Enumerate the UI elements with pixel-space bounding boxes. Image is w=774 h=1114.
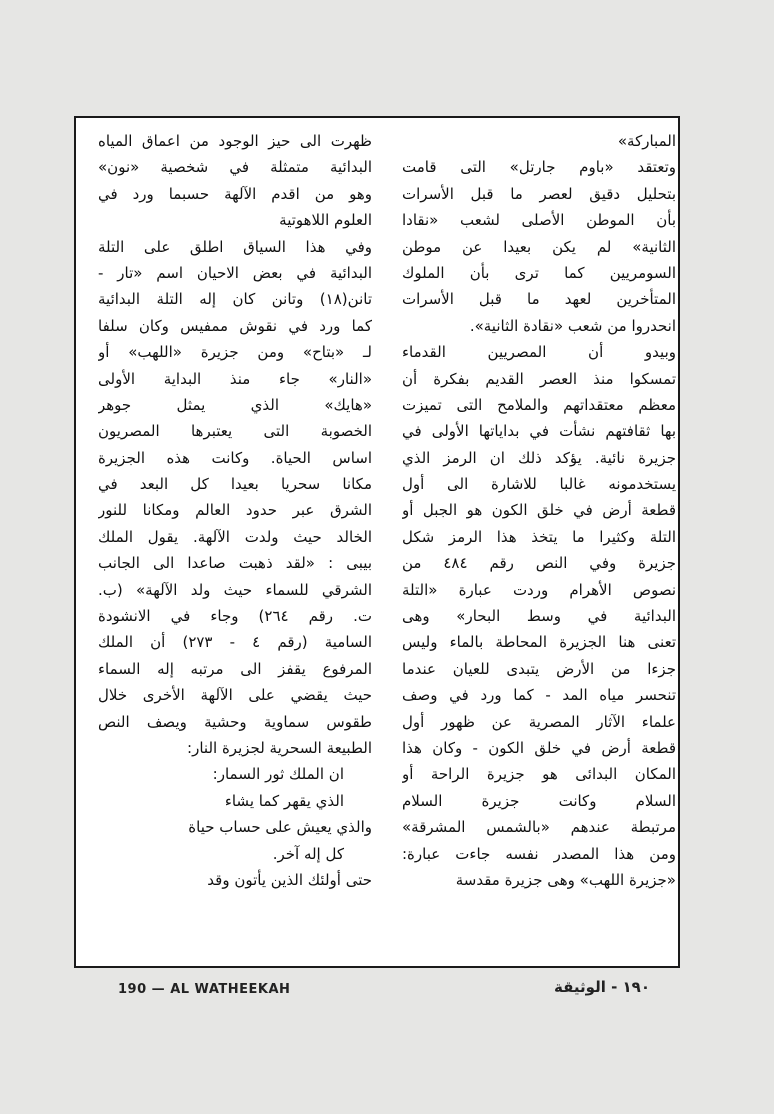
footer-page-number-latin: 190 — AL WATHEEKAH xyxy=(118,982,291,997)
text-line: المكان البدائى هو جزيرة الراحة أو xyxy=(402,765,676,784)
text-line: طقوس سماوية وحشية ويصف النص xyxy=(98,712,372,731)
text-line: البدائية في وسط البحار» وهى xyxy=(402,607,676,626)
text-line: كما ورد في نقوش ممفيس وكان سلفا xyxy=(98,316,372,335)
text-line: البدائية متمثلة في شخصية «نون» xyxy=(98,158,372,177)
text-line: وبيدو أن المصريين القدماء xyxy=(402,343,676,362)
text-line: البدائية في بعض الاحيان اسم «تار - xyxy=(98,263,372,282)
verse-line: كل إله آخر. xyxy=(272,844,344,863)
text-line: تعنى هنا الجزيرة المحاطة بالماء وليس xyxy=(402,633,676,652)
text-line: معظم معتقداتهم والملامح التى تميزت xyxy=(402,395,676,414)
text-line: لـ «بتاح» ومن جزيرة «اللهب» أو xyxy=(98,343,372,362)
text-line: تانن(١٨) وتانن كان إله التلة البدائية xyxy=(98,290,372,309)
text-line: «هايك» الذي يمثل جوهر xyxy=(98,395,372,414)
text-line: المباركة» xyxy=(617,132,676,150)
text-line: السومريين كما ترى بأن الملوك xyxy=(402,263,676,282)
text-line: جزيرة نائية. يؤكد ذلك ان الرمز الذي xyxy=(402,448,676,467)
text-line: مرتبطة عندهم «بالشمس المشرقة» xyxy=(402,818,676,837)
text-line: الخصوبة التى يعتبرها المصريون xyxy=(98,422,372,441)
text-line: قطعة أرض في خلق الكون هو الجبل أو xyxy=(402,501,676,520)
text-line: التلة وكثيرا ما يتخذ هذا الرمز شكل xyxy=(402,527,676,546)
left-text-column xyxy=(98,128,372,893)
text-line: مكانا سحريا بعيدا كل البعد في xyxy=(98,475,372,494)
text-line: العلوم اللاهوتية xyxy=(279,211,372,230)
text-line: انحدروا من شعب «نقادة الثانية». xyxy=(469,316,676,335)
text-line: الطبيعة السحرية لجزيرة النار: xyxy=(187,738,372,757)
text-line: الثانية» لم يكن بعيدا عن موطن xyxy=(402,237,676,256)
verse-line: حتى أولئك الذين يأتون وقد xyxy=(207,870,372,889)
text-line: بتحليل دقيق لعصر ما قبل الأسرات xyxy=(402,184,676,203)
text-line: حيث يقضي على الآلهة الأخرى خلال xyxy=(98,686,372,705)
text-line: «جزيرة اللهب» وهى جزيرة مقدسة xyxy=(455,870,676,889)
text-line: تمسكوا منذ العصر القديم بفكرة أن xyxy=(402,369,676,388)
text-line: اساس الحياة. وكانت هذه الجزيرة xyxy=(98,448,372,467)
text-line: الشرقي للسماء حيث ولد الآلهة» (ب. xyxy=(98,580,372,599)
verse-line: الذي يقهر كما يشاء xyxy=(224,791,344,810)
text-line: المرفوع يقفز الى مرتبه إله السماء xyxy=(98,659,372,678)
text-line: ومن هذا المصدر نفسه جاءت عبارة: xyxy=(402,844,676,863)
text-line: بها ثقافتهم نشأت في بداياتها الأولى في xyxy=(402,422,676,441)
footer-page-number-arabic: ١٩٠ - الوثيقة xyxy=(554,978,650,996)
text-line: جزءا من الأرض يتبدى للعيان عندما xyxy=(402,659,676,678)
verse-line: ان الملك ثور السمار: xyxy=(212,765,344,784)
text-line: «النار» جاء منذ البداية الأولى xyxy=(98,369,372,388)
verse-line: والذي يعيش على حساب حياة xyxy=(188,818,372,837)
text-line: السلام وكانت جزيرة السلام xyxy=(402,791,676,810)
text-line: نصوص الأهرام وردت عبارة «التلة xyxy=(402,580,676,599)
text-line: يستخدمونه غالبا للاشارة الى أول xyxy=(402,475,676,494)
text-line: جزيرة وفي النص رقم ٤٨٤ من xyxy=(402,554,676,573)
text-line: ظهرت الى حيز الوجود من اعماق المياه xyxy=(98,132,372,150)
text-line: وتعتقد «باوم جارتل» التى قامت xyxy=(402,158,676,177)
text-line: وفي هذا السياق اطلق على التلة xyxy=(98,237,372,256)
text-line: السامية (رقم ٤ - ٢٧٣) أن الملك xyxy=(98,633,372,652)
text-line: ت. رقم ٢٦٤) وجاء في الانشودة xyxy=(98,607,372,626)
text-line: بأن الموطن الأصلى لشعب «نقادا xyxy=(402,211,676,230)
text-line: الشرق عبر حدود العالم ومكانا للنور xyxy=(98,501,372,520)
page-frame xyxy=(74,116,680,968)
text-line: الخالد حيث ولدت الآلهة. يقول الملك xyxy=(98,527,372,546)
text-line: وهو من اقدم الآلهة حسبما ورد في xyxy=(98,184,372,203)
text-line: المتأخرين لعهد ما قبل الأسرات xyxy=(402,290,676,309)
right-text-column xyxy=(402,128,676,893)
text-line: تنحسر مياه المد - كما ورد في وصف xyxy=(402,686,676,705)
text-line: قطعة أرض في خلق الكون - وكان هذا xyxy=(402,738,676,757)
text-line: علماء الآثار المصرية عن ظهور أول xyxy=(402,712,676,731)
text-line: بيبى : «لقد ذهبت صاعدا الى الجانب xyxy=(98,554,372,573)
